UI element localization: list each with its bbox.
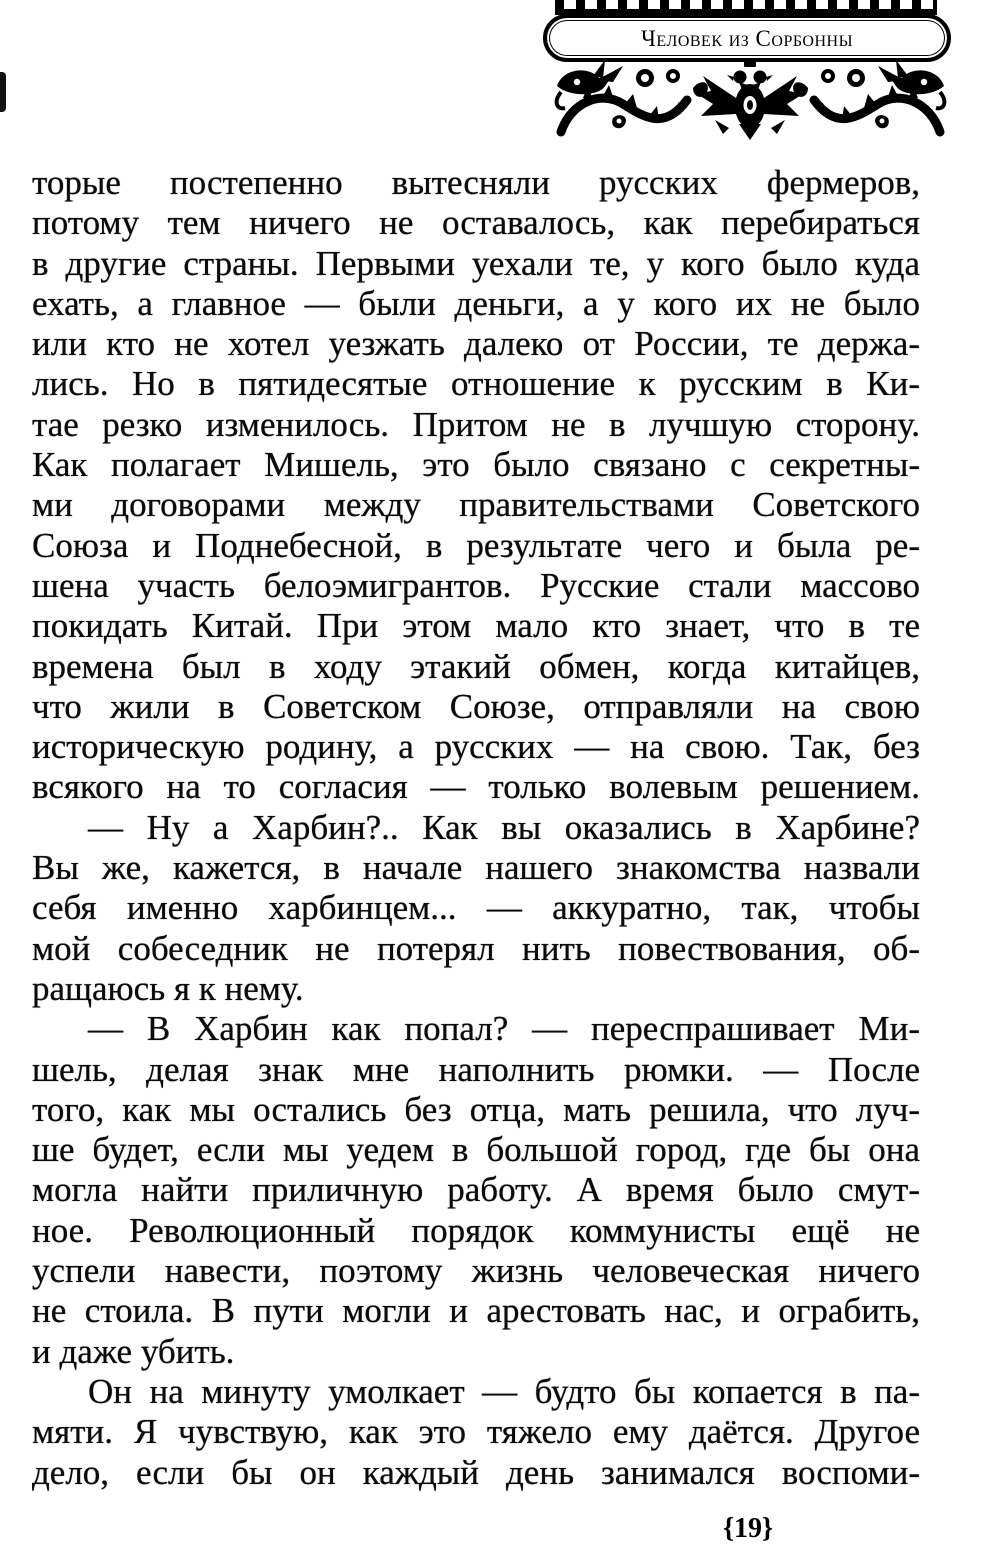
text-line: Союза и Поднебесной, в результате чего и была ре-	[32, 525, 920, 565]
body-text	[32, 163, 920, 1493]
text-line: того, как мы остались без отца, мать решила, что луч-	[32, 1089, 920, 1129]
paragraph	[32, 1009, 920, 1372]
text-line: лись. Но в пятидесятые отношение к русским в Ки-	[32, 364, 920, 404]
text-line: Он на минуту умолкает — будто бы копается в па-	[88, 1371, 920, 1411]
text-line: потому тем ничего не оставалось, как перебираться	[32, 203, 920, 243]
text-line: могла найти приличную работу. А время было смут-	[32, 1170, 920, 1210]
text-line: торые постепенно вытесняли русских фермеров,	[32, 163, 920, 202]
text-line: мяти. Я чувствую, как это тяжело ему даётся. Другое	[32, 1412, 920, 1452]
text-line: шель, делая знак мне наполнить рюмки. — После	[32, 1049, 920, 1089]
text-line: покидать Китай. При этом мало кто знает, что в те	[32, 606, 920, 646]
text-line: всякого на то согласия — только волевым решением.	[32, 767, 920, 807]
text-line: мой собеседник не потерял нить повествования, об-	[32, 928, 920, 968]
text-line: — В Харбин как попал? — переспрашивает Ми-	[88, 1009, 920, 1049]
text-line: времена был в ходу этакий обмен, когда китайцев,	[32, 646, 920, 686]
paragraph	[32, 1372, 920, 1493]
text-line: и даже убить.	[32, 1331, 235, 1371]
text-line: дело, если бы он каждый день занимался воспоми-	[32, 1452, 920, 1492]
text-line: себя именно харбинцем... — аккуратно, так, чтобы	[32, 888, 920, 928]
header-ornament	[553, 58, 948, 142]
text-line: историческую родину, а русских — на свою. Так, без	[32, 727, 920, 767]
text-line: ми договорами между правительствами Советского	[32, 485, 920, 525]
paragraph	[32, 808, 920, 1009]
text-line: ращаюсь я к нему.	[32, 968, 304, 1008]
text-line: ехать, а главное — были деньги, а у кого их не было	[32, 283, 920, 323]
dragon-left-ornament	[557, 60, 708, 132]
running-title: Человек из Сорбонны	[640, 25, 854, 51]
text-line: тае резко изменилось. Притом не в лучшую сторону.	[32, 404, 920, 444]
text-line: Как полагает Мишель, это было связано с секретны-	[32, 445, 920, 485]
page-number: {19}	[722, 1513, 774, 1544]
text-line: успели навести, поэтому жизнь человеческая ничего	[32, 1251, 920, 1291]
text-line: шена участь белоэмигрантов. Русские стали массово	[32, 565, 920, 605]
text-line: или кто не хотел уезжать далеко от России, те держа-	[32, 324, 920, 364]
header-top-border	[555, 0, 937, 15]
running-title-frame	[543, 14, 951, 62]
text-line: — Ну а Харбин?.. Как вы оказались в Харбине?	[88, 807, 920, 847]
dragon-right-ornament	[793, 60, 944, 132]
text-line: не стоила. В пути могли и арестовать нас, и ограбить,	[32, 1291, 920, 1331]
text-line: Вы же, кажется, в начале нашего знакомства назвали	[32, 848, 920, 888]
scan-edge-mark	[0, 72, 6, 112]
text-line: что жили в Советском Союзе, отправляли на свою	[32, 686, 920, 726]
text-line: ное. Революционный порядок коммунисты ещё не	[32, 1210, 920, 1250]
eagle-emblem-ornament	[697, 59, 803, 140]
text-line: в другие страны. Первыми уехали те, у кого было куда	[32, 243, 920, 283]
paragraph	[32, 163, 920, 808]
text-line: ше будет, если мы уедем в большой город, где бы она	[32, 1130, 920, 1170]
